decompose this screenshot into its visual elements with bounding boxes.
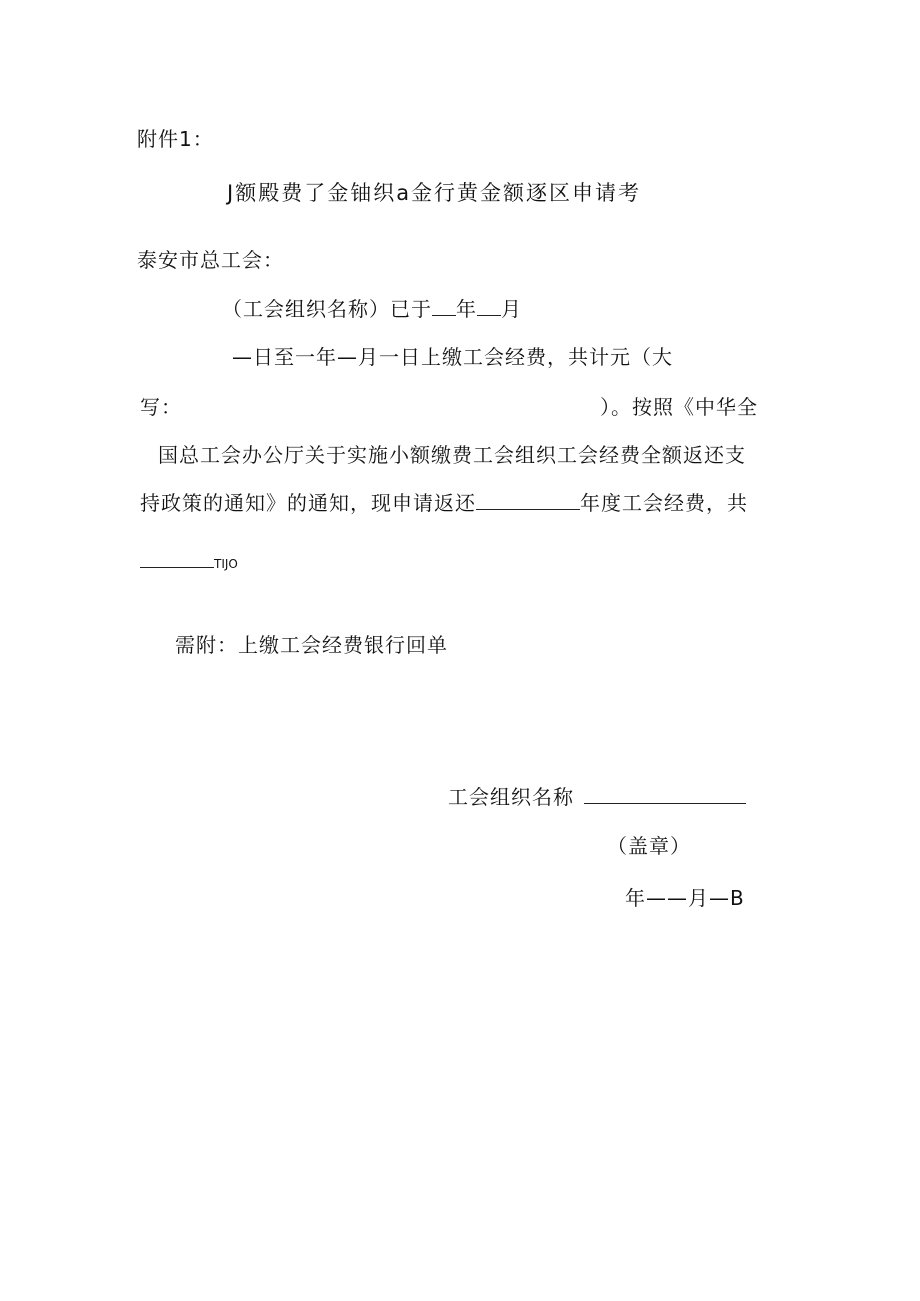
amount-suffix: TIJO <box>214 557 238 571</box>
body-line-4: 国总工会办公厅关于实施小额缴费工会组织工会经费全额返还支 <box>158 443 746 467</box>
addressee: 泰安市总工会： <box>137 248 284 272</box>
amount-blank[interactable] <box>140 551 214 568</box>
body-line-5 <box>140 489 748 517</box>
org-name-blank[interactable] <box>584 783 746 804</box>
attachment-label: 附件1： <box>137 127 214 151</box>
month-label: 月 <box>501 297 522 321</box>
seal-label: （盖章） <box>607 834 691 858</box>
body-line-3-right: ）。按照《中华全 <box>600 395 758 419</box>
org-name-placeholder: （工会组织名称）已于 <box>222 297 432 321</box>
year-label: 年 <box>456 297 477 321</box>
body-line-1 <box>222 295 522 323</box>
body-line-3-left: 写： <box>140 395 182 419</box>
signature-org-row <box>448 783 746 811</box>
fiscal-year-text: 年度工会经费，共 <box>580 491 748 515</box>
document-title: J额殿费了金铀织a金行黄金额逐区申请考 <box>227 181 642 205</box>
org-name-label: 工会组织名称 <box>448 785 574 809</box>
return-year-blank[interactable] <box>476 489 580 510</box>
body-line-2: —日至一年—月一日上缴工会经费，共计元（大 <box>232 345 673 369</box>
year-blank[interactable] <box>432 295 456 316</box>
return-request-text: 持政策的通知》的通知，现申请返还 <box>140 491 476 515</box>
month-blank[interactable] <box>477 295 501 316</box>
signature-date: 年——月—B <box>625 886 745 910</box>
body-line-6 <box>140 547 238 578</box>
attachment-note: 需附：上缴工会经费银行回单 <box>175 633 448 657</box>
